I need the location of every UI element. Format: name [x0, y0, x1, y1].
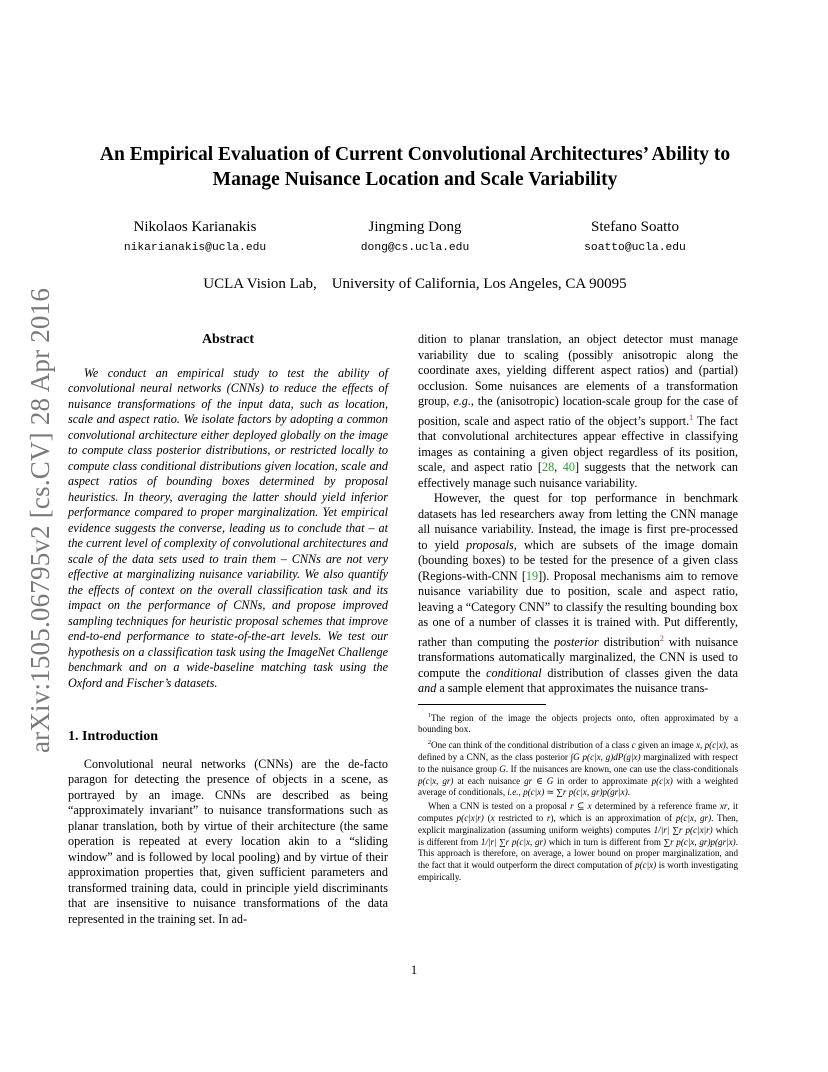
author-1 — [95, 218, 295, 254]
citation-link[interactable]: 40 — [562, 460, 575, 475]
author-2 — [315, 218, 515, 254]
text-run: ), which is an approximation of — [550, 813, 676, 824]
text-run: restricted to — [494, 813, 547, 824]
text-run: The fact that convolutional architectures appear effective in classifying images as containing a given object regardless of its position, scale, and aspect ratio [ — [418, 413, 738, 475]
math: p(c|x) ≃ ∑r p(c|x, gr)p(gr|x) — [523, 787, 628, 798]
text-run: , — [700, 740, 705, 751]
text-run: e.g. — [453, 394, 471, 408]
right-column — [418, 332, 738, 886]
math: x — [695, 740, 701, 751]
abstract-heading: Abstract — [201, 332, 255, 347]
text-run: . — [627, 787, 631, 798]
arxiv-sidebar — [26, 280, 56, 760]
author-3 — [535, 218, 735, 254]
text-run: proposals — [466, 537, 514, 552]
author-name: Jingming Dong — [368, 219, 462, 235]
text-run: is worth investigating empirically. — [418, 860, 738, 883]
author-email: soatto@ucla.edu — [584, 242, 686, 254]
page-number: 1 — [410, 963, 418, 977]
introduction-paragraph: Convolutional neural networks (CNNs) are the de-facto paragon for detecting the presence of objects in a scene, as portrayed by an image. CNNs are described as being “approximately invariant” to nuisance transformations such as planar translation, both by virtue of their architecture (the same operation is repeated at every location akin to a “sliding window” and is followed by local pooling) and by virtue of their approximation properties that, given sufficient parameters and transformed training data, could in principle yield discriminants that are insensitive to nuisance transformations of the data represented in the training set. In ad- — [68, 756, 388, 926]
text-run: marginalized with respect to the nuisance group — [418, 752, 739, 774]
text-run: conditional — [486, 665, 542, 680]
footnote-mark: 2 — [428, 740, 431, 747]
text-run: which is different from — [418, 824, 738, 847]
math: xr — [719, 801, 728, 812]
footnote-mark: 1 — [428, 712, 431, 719]
math: 1/|r| ∑r p(c|x|r) — [653, 824, 713, 835]
text-run: When a CNN is tested on a proposal — [428, 801, 571, 812]
title-line-1: An Empirical Evaluation of Current Convolutional Architectures’ Ability to — [99, 144, 731, 165]
footnote-1 — [418, 711, 738, 737]
text-run: One can think of the conditional distribution of a class — [431, 740, 632, 751]
intro-paragraph-2 — [418, 491, 738, 697]
text-run: a sample element that approximates the nuisance trans- — [436, 681, 709, 696]
text-run: ( — [483, 813, 491, 824]
math: c — [631, 740, 636, 751]
text-run: The region of the image the objects projects onto, often approximated by a bounding box. — [418, 712, 738, 735]
text-run: given an image — [635, 740, 696, 751]
text-run: , which are subsets of the image domain (bounding boxes) to be tested for the presence of a given class (Regions-with-CNN [ — [418, 537, 738, 583]
footnote-2-continued — [418, 801, 738, 884]
arxiv-identifier: arXiv:1505.06795v2 [cs.CV] 28 Apr 2016 — [25, 287, 56, 753]
math: p(c|x, gr) — [418, 775, 454, 786]
math: p(c|x|r) — [456, 813, 484, 824]
citation-link[interactable]: 19 — [525, 568, 539, 583]
text-run: with nuisance transformations automatically marginalized, the CNN is used to compute the — [418, 634, 738, 680]
text-run: which in turn is different from — [546, 836, 664, 847]
math: p(c|x) — [704, 740, 726, 751]
paper-title — [70, 142, 760, 192]
author-email: dong@cs.ucla.edu — [360, 242, 470, 254]
text-run: posterior — [554, 634, 599, 649]
footnote-ref-2[interactable]: 2 — [659, 633, 664, 643]
introduction-heading: 1. Introduction — [68, 729, 158, 744]
text-run: . This approach is therefore, on average, a lower bound on proper marginalization, and the fact that it would outperform the direct computation of — [418, 836, 738, 871]
math: gr ∈ G — [524, 775, 554, 786]
text-run: , the (anisotropic) location-scale group for the case of position, scale and aspect ratio of the object’s support. — [418, 394, 739, 428]
math: x — [490, 813, 495, 824]
text-run: distribution of classes given the data — [541, 665, 738, 680]
math: G — [499, 763, 506, 774]
text-run: determined by a reference frame — [591, 801, 720, 812]
text-run: , as defined by a CNN, as the class posterior — [418, 740, 738, 763]
text-run: in order to approximate — [553, 775, 652, 786]
author-email: nikarianakis@ucla.edu — [123, 242, 267, 254]
text-run: . Then, explicit marginalization (assuming uniform weights) computes — [418, 813, 738, 835]
author-name: Nikolaos Karianakis — [133, 219, 257, 235]
math: ∑r p(c|x, gr)p(gr|x) — [663, 836, 736, 847]
footnote-2 — [418, 738, 738, 799]
text-run: dition to planar translation, an object detector must manage variability due to scaling (possibly anisotropic along the coordinate axes, yielding different aspect ratios) and (partial) occlusion. Some nuisances are elements of a transformation group, — [418, 332, 738, 408]
text-run: and — [418, 681, 437, 696]
math: p(c|x) — [651, 775, 673, 786]
title-line-2: Manage Nuisance Location and Scale Variability — [212, 169, 618, 190]
text-run: with a weighted average of conditionals, — [418, 775, 738, 798]
author-name: Stefano Soatto — [591, 219, 679, 235]
text-run: , — [554, 460, 563, 475]
author-list — [95, 218, 735, 254]
footnote-divider — [418, 704, 546, 705]
math: p(c|x) — [635, 860, 657, 871]
text-run: i.e. — [507, 787, 519, 798]
math: p(c|x, gr) — [675, 813, 712, 824]
abstract-text: We conduct an empirical study to test the ability of convolutional neural networks (CNNs) to reduce the effects of nuisance transformations of the input data, such as location, scale and aspect ratio. We isolate factors by adopting a common convolutional architecture either deployed globally on the image to compute class posterior distributions, or restricted locally to compute class conditional distributions given location, scale and aspect ratios of bounding boxes determined by proposal heuristics. In theory, averaging the latter should yield inferior performance compared to proper marginalization. Yet empirical evidence suggests the converse, leading us to conclude that – at the current level of complexity of convolutional architectures and scale of the data sets used to train them – CNNs are not very effective at marginalizing nuisance variability. We also quantify the effects of context on the overall classification task and its impact on the performance of CNNs, and propose improved sampling techniques for heuristic proposal schemes that improve end-to-end performance to state-of-the-art levels. We test our hypothesis on a classification task using the ImageNet Challenge benchmark and on a wide-baseline matching task using the Oxford and Fischer’s datasets. — [68, 365, 388, 690]
text-run: at each nuisance — [453, 775, 525, 786]
text-run: , — [518, 787, 524, 798]
citation-link[interactable]: 28 — [541, 460, 555, 475]
text-run: distribution — [598, 634, 660, 649]
text-run: ]). Proposal mechanisms aim to remove nuisance variability due to position, scale and aspect ratio, leaving a “Category CNN” to classify the resulting bounding box as one of a number of classes it is trained with. Put differently, rather than computing the — [418, 568, 738, 649]
text-run: However, the quest for top performance in benchmark datasets has led researchers away from letting the CNN manage all nuisance variability. Instead, the image is first pre-processed to yield — [418, 491, 738, 552]
math: r — [546, 813, 551, 824]
text-run: ] suggests that the network can effectively manage such nuisance variability. — [418, 460, 738, 490]
text-run: . If the nuisances are known, one can use the class-conditionals — [505, 763, 739, 774]
text-run: , it computes — [418, 801, 738, 824]
left-column — [68, 332, 388, 927]
math: ∫G p(c|x, g)dP(g|x) — [570, 752, 641, 763]
math: r ⊆ x — [570, 801, 592, 812]
intro-paragraph-continued — [418, 332, 738, 491]
math: 1/|r| ∑r p(c|x, gr) — [480, 836, 547, 847]
affiliation: UCLA Vision Lab, University of California, Los Angeles, CA 90095 — [203, 276, 627, 292]
footnote-ref-1[interactable]: 1 — [689, 412, 694, 422]
